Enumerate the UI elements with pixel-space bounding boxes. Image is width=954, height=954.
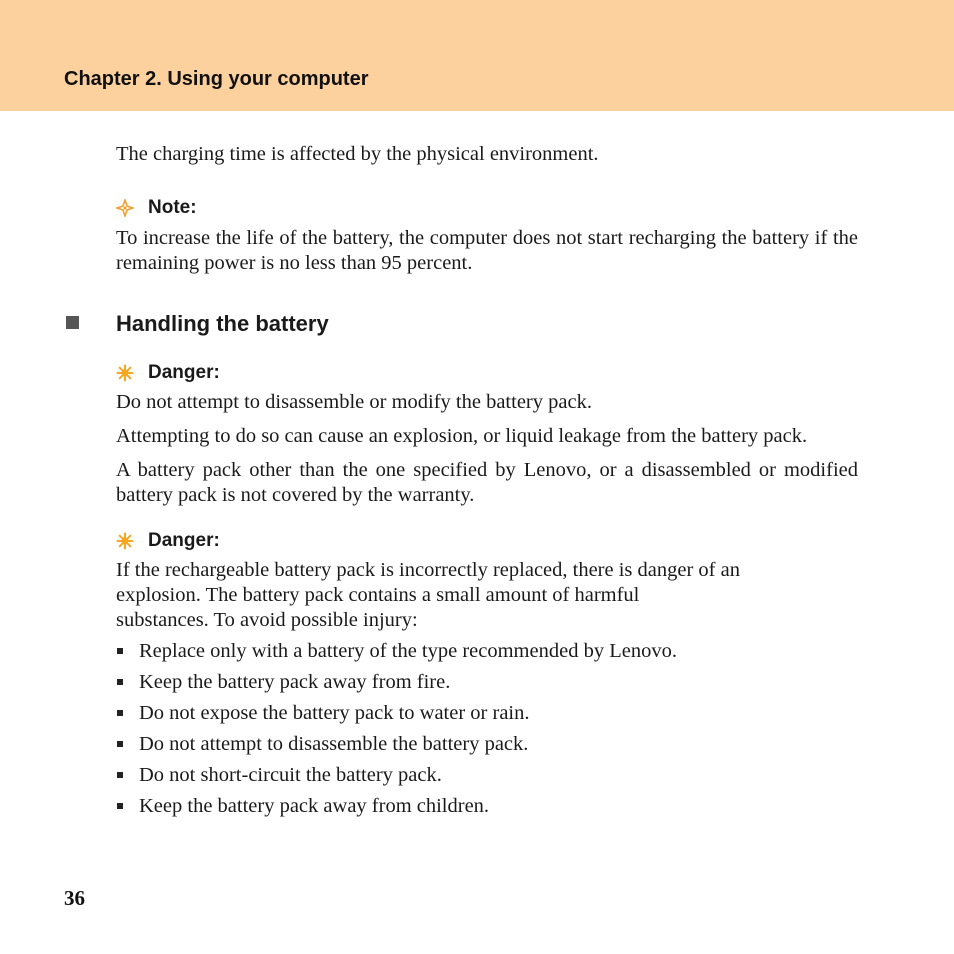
danger1-paragraph-1: Do not attempt to disassemble or modify the battery pack.: [116, 391, 592, 413]
bullet-square-icon: [117, 679, 123, 685]
list-item: [116, 763, 858, 794]
section-heading-text: Handling the battery: [116, 311, 329, 336]
danger-label-2: Danger:: [148, 530, 220, 551]
list-item: [116, 701, 858, 732]
note-text: To increase the life of the battery, the computer does not start recharging the battery if the remaining power is no less than 95 percent.: [116, 227, 858, 274]
danger2-intro: [116, 558, 858, 633]
danger2-intro-line: substances. To avoid possible injury:: [116, 609, 418, 631]
danger-label-row-2: [116, 528, 858, 553]
diamond-sparkle-icon: [116, 199, 134, 217]
bullet-square-icon: [117, 741, 123, 747]
danger2-intro-line: explosion. The battery pack contains a small amount of harmful: [116, 584, 640, 606]
list-item-text: Do not attempt to disassemble the battery pack.: [139, 733, 529, 755]
list-item-text: Keep the battery pack away from children.: [139, 795, 490, 817]
note-label: Note:: [148, 197, 197, 218]
list-item-text: Do not short-circuit the battery pack.: [139, 764, 442, 786]
list-item-text: Keep the battery pack away from fire.: [139, 671, 451, 693]
starburst-icon: [116, 364, 134, 382]
precautions-list: [116, 639, 858, 825]
bullet-square-icon: [117, 648, 123, 654]
bullet-square-icon: [117, 772, 123, 778]
starburst-icon: [116, 532, 134, 550]
danger2-intro-line: If the rechargeable battery pack is incorrectly replaced, there is danger of an: [116, 559, 740, 581]
list-item-text: Replace only with a battery of the type recommended by Lenovo.: [139, 640, 677, 662]
square-bullet-icon: [66, 316, 79, 329]
page-content: [116, 142, 858, 825]
bullet-square-icon: [117, 710, 123, 716]
chapter-title: Chapter 2. Using your computer: [64, 68, 369, 90]
list-item: [116, 794, 858, 825]
list-item: [116, 732, 858, 763]
list-item-text: Do not expose the battery pack to water or rain.: [139, 702, 530, 724]
danger-label-1: Danger:: [148, 362, 220, 383]
bullet-square-icon: [117, 803, 123, 809]
danger1-paragraph-2: Attempting to do so can cause an explosion, or liquid leakage from the battery pack.: [116, 425, 808, 447]
section-heading: [116, 311, 858, 336]
danger-label-row-1: [116, 360, 858, 385]
danger1-paragraph-3: A battery pack other than the one specified by Lenovo, or a disassembled or modified battery pack is not covered by the warranty.: [116, 459, 858, 506]
charging-time-text: The charging time is affected by the physical environment.: [116, 143, 599, 165]
page-number: 36: [64, 886, 85, 910]
note-label-row: [116, 195, 858, 220]
list-item: [116, 670, 858, 701]
list-item: [116, 639, 858, 670]
chapter-header-band: [0, 0, 954, 111]
